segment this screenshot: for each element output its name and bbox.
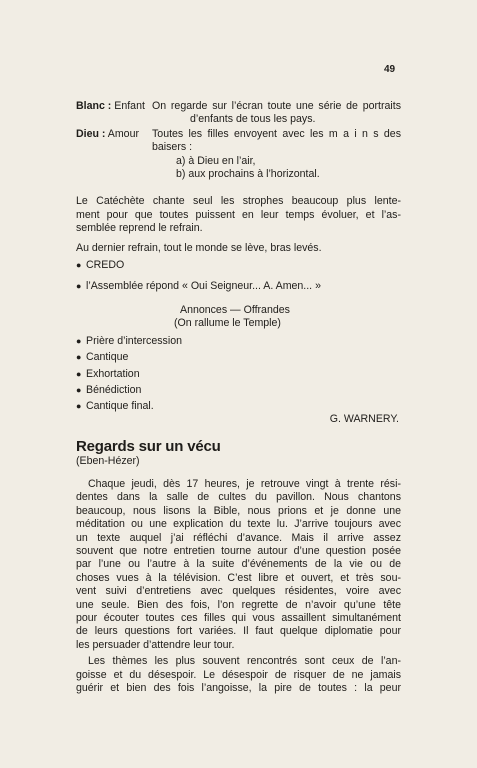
blanc-label: Blanc : [76, 100, 112, 112]
dieu-label: Dieu : [76, 127, 106, 140]
bullet-icon: ● [76, 401, 82, 412]
blanc-row [76, 100, 401, 127]
catechete-line-2: ment pour que toutes puissent en leur temps évoluer, et l’as- [76, 208, 401, 221]
refrain-paragraph: Au dernier refrain, tout le monde se lève, bras levés. [76, 241, 322, 254]
blanc-line-2: d’enfants de tous les pays. [190, 113, 316, 126]
page-body [76, 100, 401, 695]
bullet-credo: ● CREDO [76, 259, 125, 272]
list-item: ● Cantique [76, 351, 129, 364]
section-heading: Regards sur un vécu [76, 438, 221, 456]
catechete-line-1: Le Catéchète chante seul les strophes beaucoup plus lente- [76, 195, 401, 208]
dieu-line-1: Toutes les filles envoyent avec les m a i n s des [152, 127, 401, 140]
annonces-block [76, 304, 401, 331]
annonces-line: Annonces — Offrandes [180, 303, 290, 316]
paragraph-chaque-jeudi: Chaque jeudi, dès 17 heures, je retrouve vingt à trente rési- dentes dans la salle de cultes du pavillon. Nous chantons beaucoup, nous lisons la Bible, nous prions et je donne une méditation ou une explication du texte lu. J’arrive toujours avec un texte auquel j’ai réfléchi d’avance. Mais il arrive assez souvent que notre entretien tourne autour d’une question posée par l’une ou l’autre à la suite d’événements de la vie ou de choses vues à la télévision. C’est libre et ouvert, et très sou- vent suivi d’entretiens avec quelques résidentes, voire avec une seule. Bien des fois, l’on regrette de n’avoir qu’une tête pour écouter toutes ces filles qui vous assaillent simultanément de leurs questions fort variées. Il faut quelque diplomatie pour les persuader d’attendre leur tour. [76, 477, 401, 651]
bullet-icon: ● [76, 352, 82, 363]
rallume-line: (On rallume le Temple) [174, 317, 281, 330]
bullet-icon: ● [76, 260, 82, 271]
dieu-line-4: b) aux prochains à l’horizontal. [176, 168, 320, 181]
bullet-icon: ● [76, 384, 82, 395]
dieu-label-rest: Amour [105, 127, 139, 140]
dieu-row [76, 128, 401, 182]
catechete-paragraph [76, 195, 401, 235]
blanc-line-1: On regarde sur l’écran toute une série de portraits [152, 100, 401, 112]
paragraph-themes: Les thèmes les plus souvent rencontrés sont ceux de l’an- goisse et du désespoir. Le désespoir de risquer de ne jamais guérir et bien des fois l’angoisse, la pire de toutes : la peur [76, 655, 401, 695]
page-number: 49 [384, 64, 396, 75]
list-item: ● Prière d’intercession [76, 334, 182, 347]
blanc-label-rest: Enfant [111, 100, 145, 112]
dieu-line-2: baisers : [152, 141, 193, 154]
bullet-assemblee: ● l’Assemblée répond « Oui Seigneur... A. Amen... » [76, 280, 321, 293]
bullet-icon: ● [76, 281, 82, 292]
bullet-icon: ● [76, 368, 82, 379]
catechete-line-3: semblée reprend le refrain. [76, 222, 203, 235]
section-subheading: (Eben-Hézer) [76, 454, 140, 467]
bullet-icon: ● [76, 335, 82, 346]
signature: G. WARNERY. [329, 412, 399, 425]
list-item: ● Exhortation [76, 367, 140, 380]
dieu-line-3: a) à Dieu en l’air, [176, 154, 256, 167]
list-item: ● Bénédiction [76, 383, 142, 396]
list-item: ● Cantique final. [76, 400, 154, 413]
liturgy-list [76, 335, 401, 414]
